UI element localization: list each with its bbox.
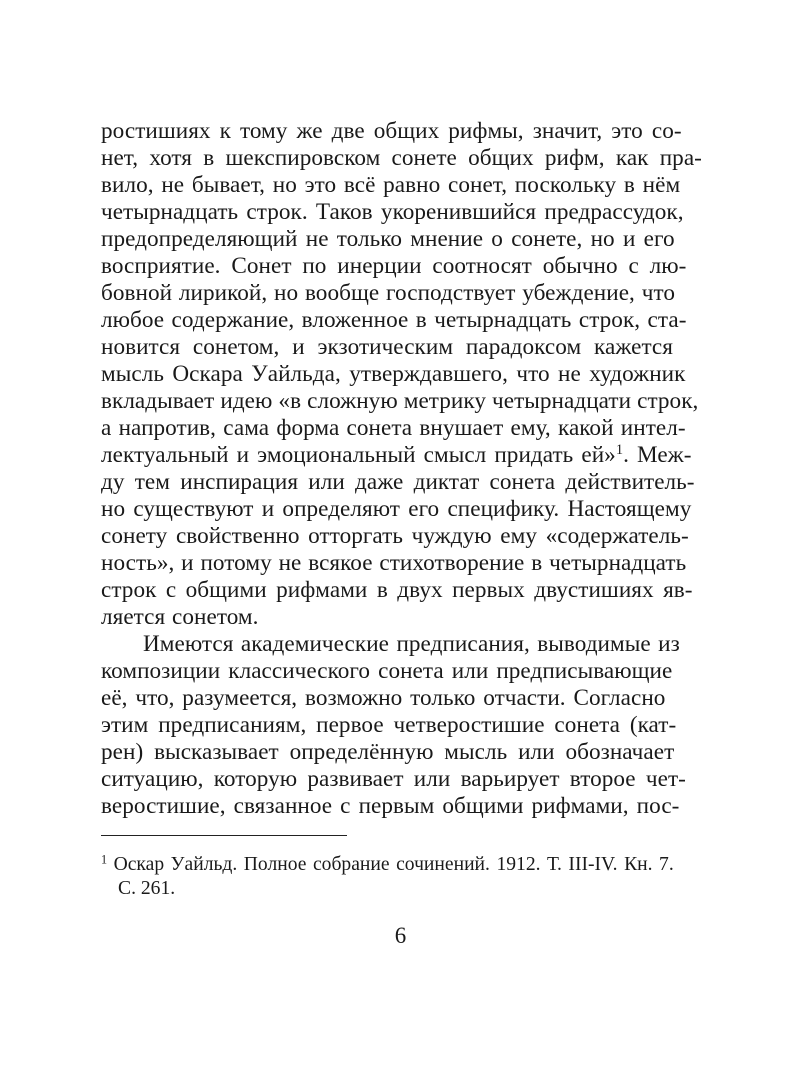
text-line: композиции классического сонета или предписывающие xyxy=(101,658,673,684)
footnote-continuation: С. 261. xyxy=(118,878,176,899)
paragraph-first-line: Имеются академические предписания, выводимые из xyxy=(143,631,680,657)
text-line: но существуют и определяют его специфику. Настоящему xyxy=(101,496,692,522)
text-line: этим предписаниям, первое четверостишие сонета (кат- xyxy=(101,712,677,738)
text-line: ростишиях к тому же две общих рифмы, значит, это со- xyxy=(101,118,682,144)
footnote-reference[interactable]: 1 xyxy=(615,442,624,459)
text-segment: лектуальный и эмоциональный смысл придать ей» xyxy=(101,442,616,468)
text-segment: . Меж- xyxy=(623,442,692,468)
text-line: её, что, разумеется, возможно только отчасти. Согласно xyxy=(101,685,666,711)
text-line: ляется сонетом. xyxy=(101,604,259,630)
text-line: четырнадцать строк. Таков укоренившийся предрассудок, xyxy=(101,199,684,225)
page-number: 6 xyxy=(394,923,407,948)
text-line: строк с общими рифмами в двух первых двустишиях яв- xyxy=(101,577,693,603)
text-line: мысль Оскара Уайльда, утверждавшего, что не художник xyxy=(101,361,686,387)
text-line: веростишие, связанное с первым общими рифмами, пос- xyxy=(101,793,680,819)
text-line: рен) высказывает определённую мысль или обозначает xyxy=(101,739,675,765)
text-line: ду тем инспирация или даже диктат сонета действитель- xyxy=(101,469,695,495)
footnote xyxy=(101,853,801,877)
text-line: сонету свойственно отторгать чуждую ему «содержатель- xyxy=(101,523,689,549)
text-line: бовной лирикой, но вообще господствует убеждение, что xyxy=(101,280,675,306)
footnote-separator xyxy=(101,835,347,836)
text-line: предопределяющий не только мнение о сонете, но и его xyxy=(101,226,675,252)
text-line: восприятие. Сонет по инерции соотносят обычно с лю- xyxy=(101,253,687,279)
text-line: ситуацию, которую развивает или варьирует второе чет- xyxy=(101,766,686,792)
footnote-marker: 1 xyxy=(101,852,108,867)
text-line: вило, не бывает, но это всё равно сонет, поскольку в нём xyxy=(101,172,681,198)
footnote-text: Оскар Уайльд. Полное собрание сочинений. 1912. Т. III-IV. Кн. 7. xyxy=(107,854,674,875)
text-line: любое содержание, вложенное в четырнадцать строк, ста- xyxy=(101,307,687,333)
text-line: вкладывает идею «в сложную метрику четырнадцати строк, xyxy=(101,388,699,414)
text-line: нет, хотя в шекспировском сонете общих рифм, как пра- xyxy=(101,145,702,171)
text-line: ность», и потому не всякое стихотворение в четырнадцать xyxy=(101,550,687,576)
text-line: новится сонетом, и экзотическим парадоксом кажется xyxy=(101,334,673,360)
text-line: а напротив, сама форма сонета внушает ему, какой интел- xyxy=(101,415,686,441)
text-line-with-footnote-ref xyxy=(101,442,801,469)
